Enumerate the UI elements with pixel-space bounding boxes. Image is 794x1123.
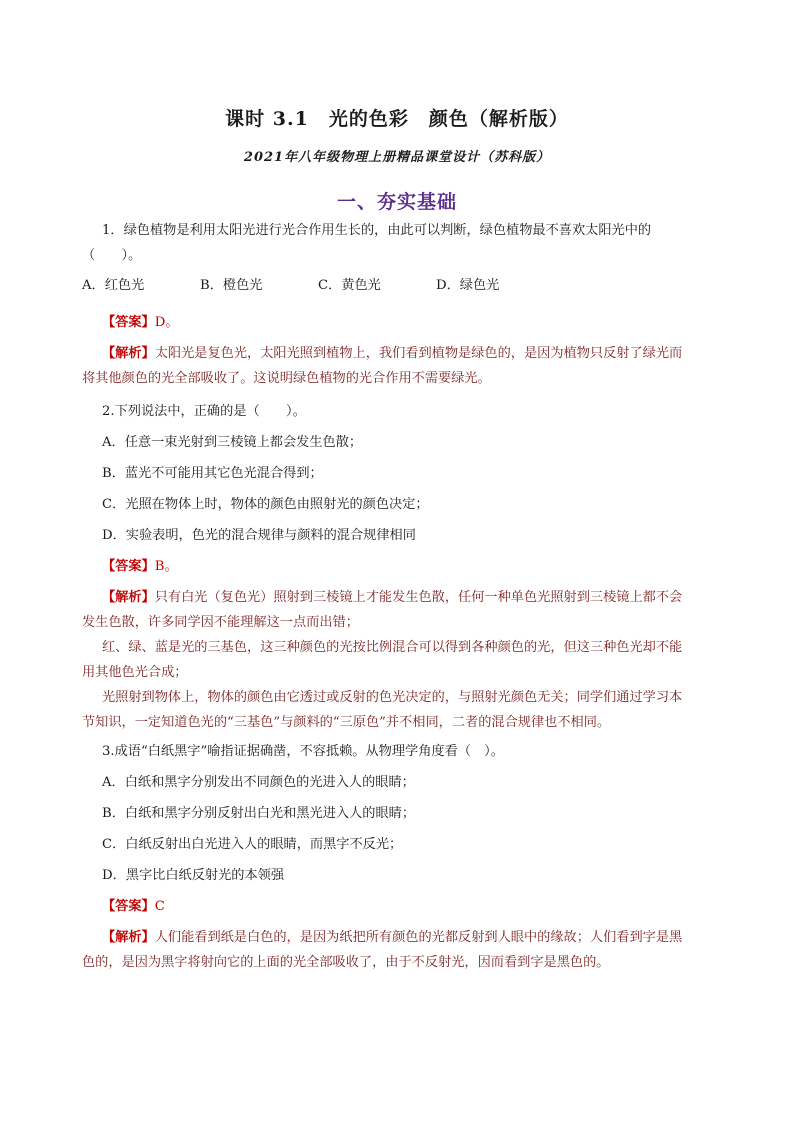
question-3-analysis: [82, 925, 722, 950]
answer-tag: 【答案】: [102, 899, 155, 914]
analysis-text-continued: 发生色散，许多同学因不能理解这一点而出错；: [82, 615, 359, 630]
option-b: B．橙色光: [200, 278, 263, 293]
question-2-stem: 2.下列说法中，正确的是（ ）。: [102, 404, 306, 419]
question-3: [82, 739, 722, 975]
question-1: [82, 218, 722, 391]
answer-value: B。: [154, 559, 178, 574]
answer-tag: 【答案】: [102, 559, 155, 574]
option-a: A．任意一束光射到三棱镜上都会发生色散；: [102, 435, 363, 450]
option-a: A．白纸和黑字分别发出不同颜色的光进入人的眼睛；: [102, 775, 415, 790]
answer-value: C: [154, 899, 165, 914]
analysis-tag: 【解析】: [102, 346, 155, 361]
option-c: C．黄色光: [318, 278, 381, 293]
document-subtitle: 2021年八年级物理上册精品课堂设计（苏科版）: [243, 150, 551, 165]
answer-value: D。: [154, 315, 179, 330]
analysis-tag: 【解析】: [102, 590, 155, 605]
analysis-text: 只有白光（复色光）照射到三棱镜上才能发生色散，任何一种单色光照射到三棱镜上都不会: [154, 590, 683, 605]
option-b: B．白纸和黑字分别反射出白光和黑光进入人的眼睛；: [102, 806, 416, 821]
option-a: A．红色光: [82, 278, 145, 293]
analysis-tag: 【解析】: [102, 930, 155, 945]
option-d: D．绿色光: [436, 278, 500, 293]
option-c: C．白纸反射出白光进入人的眼睛，而黑字不反光；: [102, 837, 403, 852]
question-1-options: [82, 273, 722, 298]
document-title: 课时 3.1 光的色彩 颜色（解析版）: [225, 108, 569, 130]
analysis-text-continued: 将其他颜色的光全部吸收了。这说明绿色植物的光合作用不需要绿光。: [82, 371, 491, 386]
analysis-text-continued: 色的，是因为黑字将射向它的上面的光全部吸收了，由于不反射光，因而看到字是黑色的。: [82, 955, 610, 970]
option-d: D．黑字比白纸反射光的本领强: [102, 868, 285, 883]
questions-body: [82, 218, 722, 975]
question-2-analysis: [82, 585, 722, 610]
option-d: D．实验表明，色光的混合规律与颜料的混合规律相同: [102, 528, 416, 543]
question-3-answer: [82, 894, 722, 919]
question-1-stem-continued: （ ）。: [82, 248, 142, 263]
question-1-analysis: [82, 341, 722, 366]
analysis-paragraph-3-continued: 节知识，一定知道色光的“三基色”与颜料的“三原色”并不相同，二者的混合规律也不相同。: [82, 715, 611, 730]
analysis-paragraph-2: 红、绿、蓝是光的三基色，这三种颜色的光按比例混合可以得到各种颜色的光，但这三种色光却不能: [102, 640, 683, 655]
answer-tag: 【答案】: [102, 315, 155, 330]
question-2-answer: [82, 554, 722, 579]
analysis-paragraph-2-continued: 用其他色光合成；: [82, 665, 188, 680]
section-heading: 一、夯实基础: [336, 191, 457, 213]
option-c: C．光照在物体上时，物体的颜色由照射光的颜色决定；: [102, 497, 429, 512]
analysis-paragraph-3: 光照射到物体上，物体的颜色由它透过或反射的色光决定的，与照射光颜色无关；同学们通过学习本: [102, 690, 683, 705]
analysis-text: 太阳光是复色光，太阳光照到植物上，我们看到植物是绿色的，是因为植物只反射了绿光而: [154, 346, 683, 361]
question-1-answer: [82, 310, 722, 335]
question-2: [82, 399, 722, 735]
question-3-stem: 3.成语“白纸黑字”喻指证据确凿，不容抵赖。从物理学角度看（ ）。: [102, 744, 504, 759]
analysis-text: 人们能看到纸是白色的，是因为纸把所有颜色的光都反射到人眼中的缘故；人们看到字是黑: [154, 930, 683, 945]
option-b: B．蓝光不可能用其它色光混合得到；: [102, 466, 323, 481]
question-1-stem: 1．绿色植物是利用太阳光进行光合作用生长的，由此可以判断，绿色植物最不喜欢太阳光中的: [102, 223, 652, 238]
